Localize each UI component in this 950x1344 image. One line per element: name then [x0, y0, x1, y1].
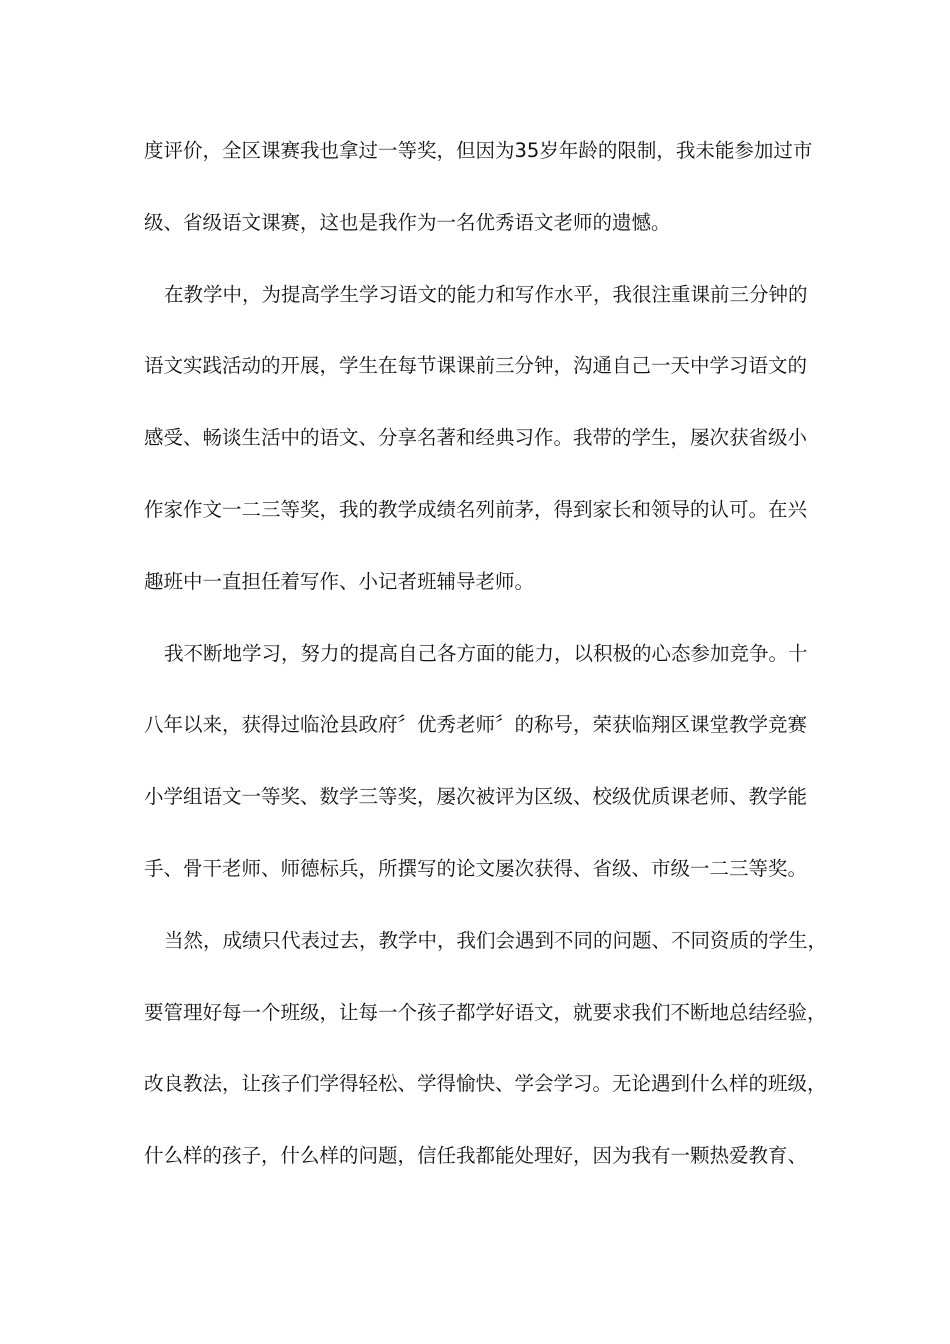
text-line: 作家作文一二三等奖，我的教学成绩名列前茅，得到家长和领导的认可。在兴 [144, 497, 808, 521]
text-line: 要管理好每一个班级，让每一个孩子都学好语文，就要求我们不断地总结经验， [144, 1000, 827, 1024]
text-line: 趣班中一直担任着写作、小记者班辅导老师。 [144, 569, 535, 593]
text-line: 度评价，全区课赛我也拿过一等奖，但因为35岁年龄的限制，我未能参加过市 [144, 139, 813, 162]
text-line: 什么样的孩子，什么样的问题，信任我都能处理好，因为我有一颗热爱教育、 [144, 1144, 808, 1168]
paragraph-start-line: 在教学中，为提高学生学习语文的能力和写作水平，我很注重课前三分钟的 [164, 282, 808, 306]
paragraph-start-line: 我不断地学习，努力的提高自己各方面的能力，以积极的心态参加竞争。十 [164, 641, 808, 665]
text-line: 八年以来，获得过临沧县政府〞优秀老师〞的称号，荣获临翔区课堂教学竞赛 [144, 713, 808, 737]
text-line: 小学组语文一等奖、数学三等奖，屡次被评为区级、校级优质课老师、教学能 [144, 785, 808, 809]
text-line: 感受、畅谈生活中的语文、分享名著和经典习作。我带的学生，屡次获省级小 [144, 426, 808, 450]
text-line: 级、省级语文课赛，这也是我作为一名优秀语文老师的遗憾。 [144, 210, 671, 234]
body-text [144, 131, 828, 1208]
text-line: 语文实践活动的开展，学生在每节课课前三分钟，沟通自己一天中学习语文的 [144, 354, 808, 378]
text-line: 手、骨干老师、师德标兵，所撰写的论文屡次获得、省级、市级一二三等奖。 [144, 856, 808, 880]
text-line: 改良教法，让孩子们学得轻松、学得愉快、学会学习。无论遇到什么样的班级， [144, 1072, 827, 1096]
paragraph-start-line: 当然，成绩只代表过去，教学中，我们会遇到不同的问题、不同资质的学生， [164, 928, 828, 952]
